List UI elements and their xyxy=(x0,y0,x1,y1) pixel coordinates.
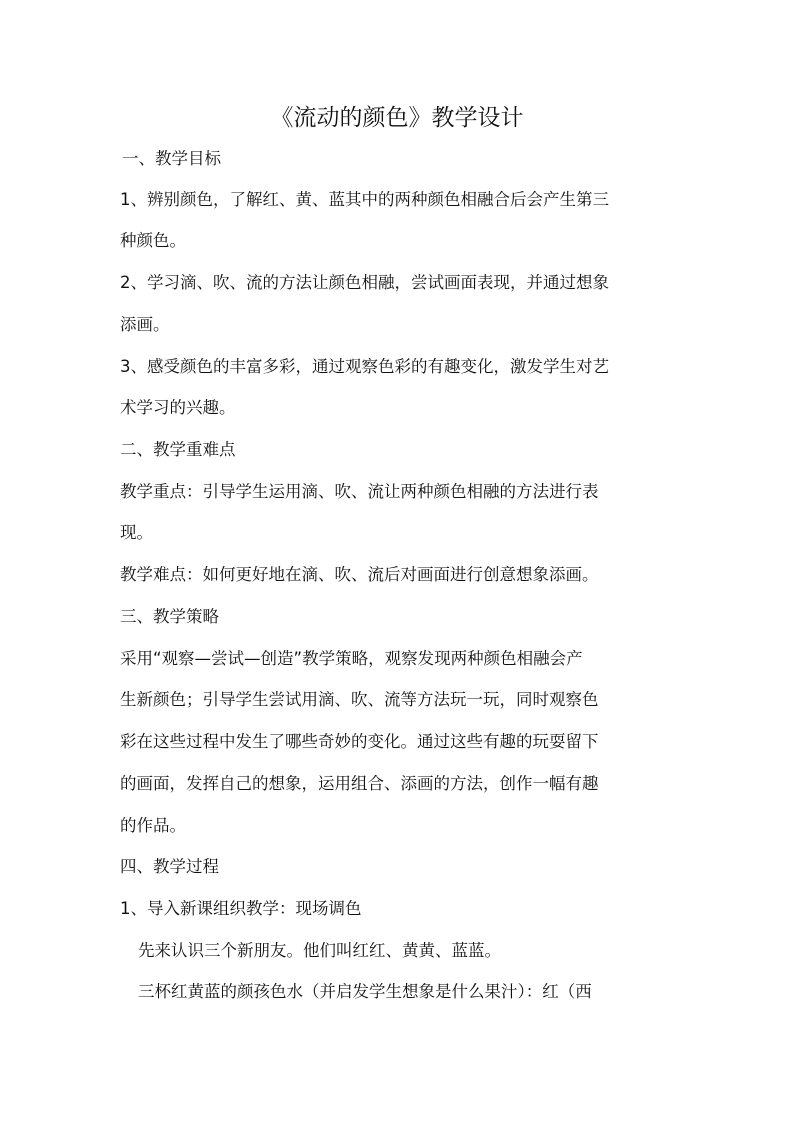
paragraph-line: 教学难点：如何更好地在滴、吹、流后对画面进行创意想象添画。 xyxy=(120,565,599,584)
paragraph-line: 生新颜色；引导学生尝试用滴、吹、流等方法玩一玩，同时观察色 xyxy=(120,690,599,709)
paragraph-line: 3、感受颜色的丰富多彩，通过观察色彩的有趣变化，激发学生对艺 xyxy=(120,357,609,376)
paragraph-line: 采用“观察—尝试—创造”教学策略，观察发现两种颜色相融会产 xyxy=(120,649,583,668)
paragraph-line: 教学重点：引导学生运用滴、吹、流让两种颜色相融的方法进行表 xyxy=(120,482,599,501)
section-heading-objectives: 一、教学目标 xyxy=(122,149,221,168)
paragraph-line: 添画。 xyxy=(120,315,170,334)
paragraph-line: 术学习的兴趣。 xyxy=(120,398,236,417)
paragraph-line: 1、辨别颜色，了解红、黄、蓝其中的两种颜色相融合后会产生第三 xyxy=(120,190,609,209)
document-title: 《流动的颜色》教学设计 xyxy=(270,105,524,131)
paragraph-line: 2、学习滴、吹、流的方法让颜色相融，尝试画面表现，并通过想象 xyxy=(120,273,609,292)
paragraph-line: 的画面，发挥自己的想象，运用组合、添画的方法，创作一幅有趣 xyxy=(120,774,599,793)
paragraph-line: 现。 xyxy=(120,523,153,542)
section-heading-key-points: 二、教学重难点 xyxy=(120,440,236,459)
paragraph-line: 1、导入新课组织教学：现场调色 xyxy=(120,899,362,918)
section-heading-process: 四、教学过程 xyxy=(120,857,219,876)
paragraph-line: 三杯红黄蓝的颜孩色水（并启发学生想象是什么果汁）：红（西 xyxy=(138,982,592,1001)
paragraph-line: 的作品。 xyxy=(120,816,186,835)
paragraph-line: 先来认识三个新朋友。他们叫红红、黄黄、蓝蓝。 xyxy=(138,941,501,960)
section-heading-strategy: 三、教学策略 xyxy=(120,607,219,626)
paragraph-line: 种颜色。 xyxy=(120,231,186,250)
paragraph-line: 彩在这些过程中发生了哪些奇妙的变化。通过这些有趣的玩耍留下 xyxy=(120,732,599,751)
